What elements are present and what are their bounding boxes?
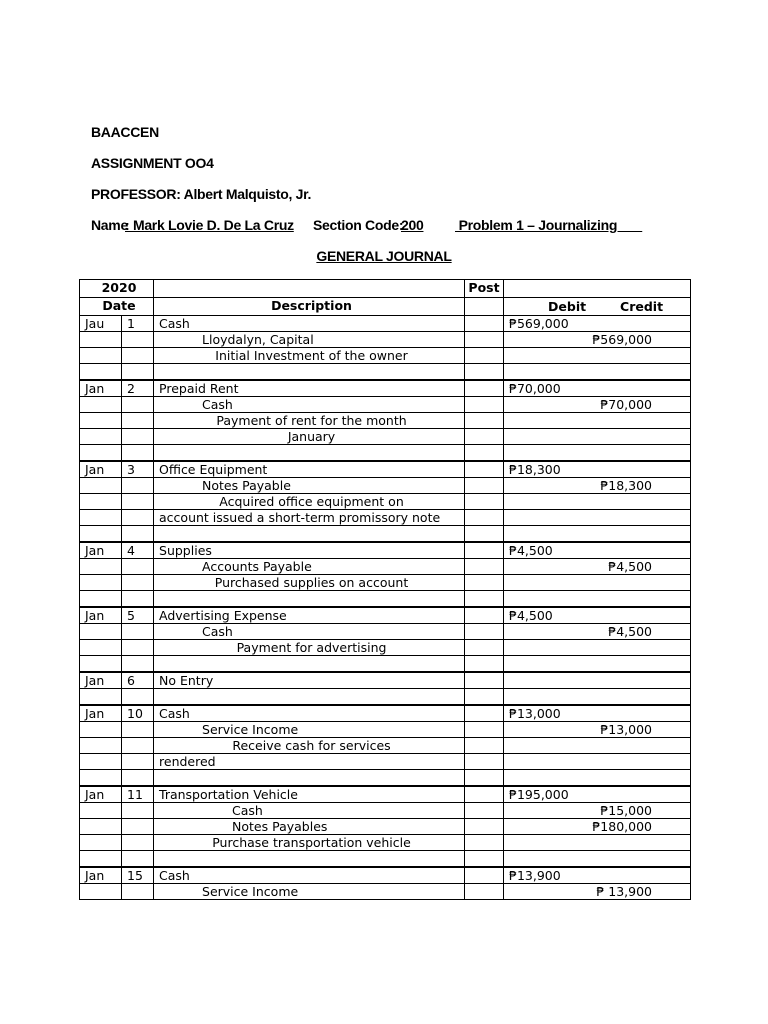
post-ref-cell	[465, 672, 504, 689]
date-month	[80, 640, 122, 656]
table-row	[80, 689, 691, 706]
debit-account: No Entry	[154, 672, 465, 689]
post-ref-cell	[465, 819, 504, 835]
debit-account: Supplies	[154, 542, 465, 559]
date-month	[80, 397, 122, 413]
date-month	[80, 689, 122, 706]
entry-explanation: Acquired office equipment on	[154, 494, 465, 510]
date-day	[122, 494, 154, 510]
date-day	[122, 559, 154, 575]
date-month	[80, 559, 122, 575]
table-row	[80, 478, 691, 494]
debit-amount: ₱569,000	[504, 316, 691, 332]
name-label: Name	[91, 217, 128, 233]
date-month: Jan	[80, 867, 122, 884]
date-month	[80, 429, 122, 445]
post-ref-cell	[465, 575, 504, 591]
date-day	[122, 591, 154, 608]
post-ref-cell	[465, 542, 504, 559]
blank-header-cell	[154, 280, 465, 298]
table-row	[80, 380, 691, 397]
date-month	[80, 348, 122, 364]
description-header: Description	[154, 298, 465, 316]
debit-account: Cash	[154, 867, 465, 884]
entry-explanation: Payment for advertising	[154, 640, 465, 656]
credit-amount: ₱ 13,900	[504, 884, 691, 900]
debit-amount: ₱18,300	[504, 461, 691, 478]
date-day	[122, 575, 154, 591]
entry-explanation: Initial Investment of the owner	[154, 348, 465, 364]
post-ref-cell	[465, 705, 504, 722]
table-row	[80, 624, 691, 640]
spacer-cell	[154, 526, 465, 543]
section-label: Section Code:	[313, 217, 407, 233]
table-row	[80, 803, 691, 819]
date-day	[122, 819, 154, 835]
table-row	[80, 754, 691, 770]
date-day	[122, 332, 154, 348]
date-day	[122, 851, 154, 868]
section-code: 200	[401, 217, 424, 233]
post-ref-cell	[465, 738, 504, 754]
spacer-cell	[154, 851, 465, 868]
date-month	[80, 575, 122, 591]
table-row	[80, 722, 691, 738]
table-row	[80, 738, 691, 754]
entry-explanation: Purchased supplies on account	[154, 575, 465, 591]
post-ref-cell	[465, 494, 504, 510]
debit-amount: ₱4,500	[504, 607, 691, 624]
date-day: 2	[122, 380, 154, 397]
amount-cell	[504, 510, 691, 526]
debit-account: Office Equipment	[154, 461, 465, 478]
date-day	[122, 738, 154, 754]
date-month	[80, 803, 122, 819]
date-month	[80, 510, 122, 526]
date-day	[122, 413, 154, 429]
assignment-number: ASSIGNMENT OO4	[91, 155, 214, 171]
date-month: Jan	[80, 786, 122, 803]
date-month	[80, 835, 122, 851]
debit-amount: ₱4,500	[504, 542, 691, 559]
post-ref-cell	[465, 413, 504, 429]
date-month	[80, 332, 122, 348]
date-month: Jau	[80, 316, 122, 332]
amount-cell	[504, 851, 691, 868]
date-month	[80, 624, 122, 640]
post-ref-cell	[465, 803, 504, 819]
post-ref-cell	[465, 640, 504, 656]
table-row	[80, 575, 691, 591]
date-month	[80, 819, 122, 835]
date-day	[122, 640, 154, 656]
credit-account: Cash	[154, 624, 465, 640]
post-ref-cell	[465, 478, 504, 494]
table-row	[80, 851, 691, 868]
date-day	[122, 348, 154, 364]
date-month	[80, 526, 122, 543]
table-row	[80, 607, 691, 624]
general-journal-table	[79, 279, 691, 900]
post-ref-cell	[465, 754, 504, 770]
debit-amount: ₱13,900	[504, 867, 691, 884]
post-ref-cell	[465, 429, 504, 445]
table-row	[80, 542, 691, 559]
credit-account: Cash	[154, 397, 465, 413]
table-row	[80, 429, 691, 445]
table-row	[80, 656, 691, 673]
entry-explanation: Payment of rent for the month	[154, 413, 465, 429]
date-month: Jan	[80, 380, 122, 397]
entry-explanation: Receive cash for services	[154, 738, 465, 754]
amount-cell	[504, 770, 691, 787]
amount-cell	[504, 689, 691, 706]
credit-amount: ₱4,500	[504, 559, 691, 575]
credit-amount: ₱569,000	[504, 332, 691, 348]
entry-explanation: account issued a short-term promissory note	[154, 510, 465, 526]
credit-account: Service Income	[154, 722, 465, 738]
post-ref-cell	[465, 461, 504, 478]
spacer-cell	[154, 770, 465, 787]
date-month	[80, 478, 122, 494]
date-month	[80, 754, 122, 770]
date-day	[122, 429, 154, 445]
spacer-cell	[154, 364, 465, 381]
amount-cell	[504, 738, 691, 754]
date-day: 15	[122, 867, 154, 884]
table-row	[80, 397, 691, 413]
date-month	[80, 722, 122, 738]
date-month	[80, 494, 122, 510]
table-row	[80, 705, 691, 722]
amount-cell	[504, 575, 691, 591]
date-month	[80, 591, 122, 608]
post-ref-cell	[465, 884, 504, 900]
amount-cell	[504, 526, 691, 543]
table-row	[80, 672, 691, 689]
date-day: 10	[122, 705, 154, 722]
date-month: Jan	[80, 542, 122, 559]
table-row	[80, 835, 691, 851]
spacer-cell	[154, 656, 465, 673]
table-row	[80, 316, 691, 332]
amount-cell	[504, 429, 691, 445]
date-day	[122, 526, 154, 543]
date-day	[122, 770, 154, 787]
amount-cell	[504, 413, 691, 429]
post-ref-cell	[465, 380, 504, 397]
post-header: Post	[465, 280, 504, 298]
date-day	[122, 478, 154, 494]
post-ref-cell	[465, 316, 504, 332]
table-row	[80, 332, 691, 348]
spacer-cell	[154, 445, 465, 462]
date-month: Jan	[80, 705, 122, 722]
amount-cell	[504, 364, 691, 381]
date-month	[80, 656, 122, 673]
post-ref-cell	[465, 867, 504, 884]
amount-cell	[504, 348, 691, 364]
post-ref-cell	[465, 624, 504, 640]
debit-account: Advertising Expense	[154, 607, 465, 624]
entry-explanation: rendered	[154, 754, 465, 770]
post-ref-cell	[465, 851, 504, 868]
post-ref-cell	[465, 397, 504, 413]
credit-amount: ₱18,300	[504, 478, 691, 494]
table-row	[80, 461, 691, 478]
credit-account: Cash	[154, 803, 465, 819]
credit-amount: ₱15,000	[504, 803, 691, 819]
debit-header: Debit	[548, 299, 587, 314]
post-ref-cell	[465, 607, 504, 624]
entry-explanation: January	[154, 429, 465, 445]
date-day	[122, 364, 154, 381]
debit-credit-header	[504, 298, 691, 316]
date-month: Jan	[80, 672, 122, 689]
credit-account: Notes Payable	[154, 478, 465, 494]
table-row	[80, 884, 691, 900]
credit-amount: ₱13,000	[504, 722, 691, 738]
date-day: 11	[122, 786, 154, 803]
spacer-cell	[154, 689, 465, 706]
date-month: Jan	[80, 607, 122, 624]
date-day: 6	[122, 672, 154, 689]
date-day: 1	[122, 316, 154, 332]
table-row	[80, 494, 691, 510]
professor-name: PROFESSOR: Albert Malquisto, Jr.	[91, 186, 312, 202]
post-ref-cell	[465, 559, 504, 575]
table-row	[80, 348, 691, 364]
date-month	[80, 884, 122, 900]
date-header: Date	[80, 298, 154, 316]
table-row	[80, 591, 691, 608]
post-ref-cell	[465, 591, 504, 608]
post-ref-cell	[465, 364, 504, 381]
amount-cell	[504, 835, 691, 851]
date-day	[122, 803, 154, 819]
credit-amount: ₱180,000	[504, 819, 691, 835]
entry-explanation: Purchase transportation vehicle	[154, 835, 465, 851]
post-ref-cell	[465, 526, 504, 543]
date-day	[122, 624, 154, 640]
post-ref-cell	[465, 722, 504, 738]
post-ref-cell	[465, 689, 504, 706]
post-ref-cell	[465, 510, 504, 526]
amount-cell	[504, 445, 691, 462]
date-day	[122, 884, 154, 900]
date-day	[122, 656, 154, 673]
date-month	[80, 445, 122, 462]
date-month	[80, 738, 122, 754]
table-row	[80, 770, 691, 787]
problem-title: Problem 1 – Journalizing	[455, 217, 643, 233]
date-day	[122, 754, 154, 770]
amount-cell	[504, 656, 691, 673]
date-day: 4	[122, 542, 154, 559]
amount-cell	[504, 494, 691, 510]
course-code: BAACCEN	[91, 124, 159, 140]
credit-account: Service Income	[154, 884, 465, 900]
debit-account: Cash	[154, 316, 465, 332]
table-row	[80, 640, 691, 656]
journal-title: GENERAL JOURNAL	[316, 248, 452, 264]
table-row	[80, 559, 691, 575]
journal-body	[80, 280, 691, 900]
amount-cell	[504, 754, 691, 770]
amount-cell	[504, 640, 691, 656]
table-row	[80, 786, 691, 803]
credit-account: Notes Payables	[154, 819, 465, 835]
table-row	[80, 364, 691, 381]
post-ref-cell	[465, 656, 504, 673]
debit-amount: ₱195,000	[504, 786, 691, 803]
date-month	[80, 770, 122, 787]
credit-header: Credit	[620, 299, 664, 314]
date-month	[80, 364, 122, 381]
date-day	[122, 835, 154, 851]
date-day	[122, 689, 154, 706]
table-row	[80, 510, 691, 526]
date-day	[122, 510, 154, 526]
post-ref-cell	[465, 770, 504, 787]
date-month: Jan	[80, 461, 122, 478]
debit-amount	[504, 672, 691, 689]
student-name: : Mark Lovie D. De La Cruz	[125, 217, 294, 233]
credit-amount: ₱4,500	[504, 624, 691, 640]
post-ref-cell	[465, 835, 504, 851]
credit-account: Lloydalyn, Capital	[154, 332, 465, 348]
table-row	[80, 413, 691, 429]
credit-account: Accounts Payable	[154, 559, 465, 575]
amount-cell	[504, 591, 691, 608]
post-ref-cell	[465, 332, 504, 348]
date-day	[122, 722, 154, 738]
credit-amount: ₱70,000	[504, 397, 691, 413]
post-ref-cell	[465, 786, 504, 803]
table-row	[80, 526, 691, 543]
post-ref-cell	[465, 445, 504, 462]
debit-amount: ₱70,000	[504, 380, 691, 397]
date-month	[80, 413, 122, 429]
post-ref-header-cell	[465, 298, 504, 316]
table-row	[80, 445, 691, 462]
debit-amount: ₱13,000	[504, 705, 691, 722]
debit-account: Transportation Vehicle	[154, 786, 465, 803]
date-day: 3	[122, 461, 154, 478]
blank-header-cell	[504, 280, 691, 298]
date-day	[122, 445, 154, 462]
date-day: 5	[122, 607, 154, 624]
post-ref-cell	[465, 348, 504, 364]
spacer-cell	[154, 591, 465, 608]
date-month	[80, 851, 122, 868]
year-cell: 2020	[80, 280, 154, 298]
debit-account: Prepaid Rent	[154, 380, 465, 397]
table-row	[80, 819, 691, 835]
debit-account: Cash	[154, 705, 465, 722]
table-row	[80, 867, 691, 884]
date-day	[122, 397, 154, 413]
